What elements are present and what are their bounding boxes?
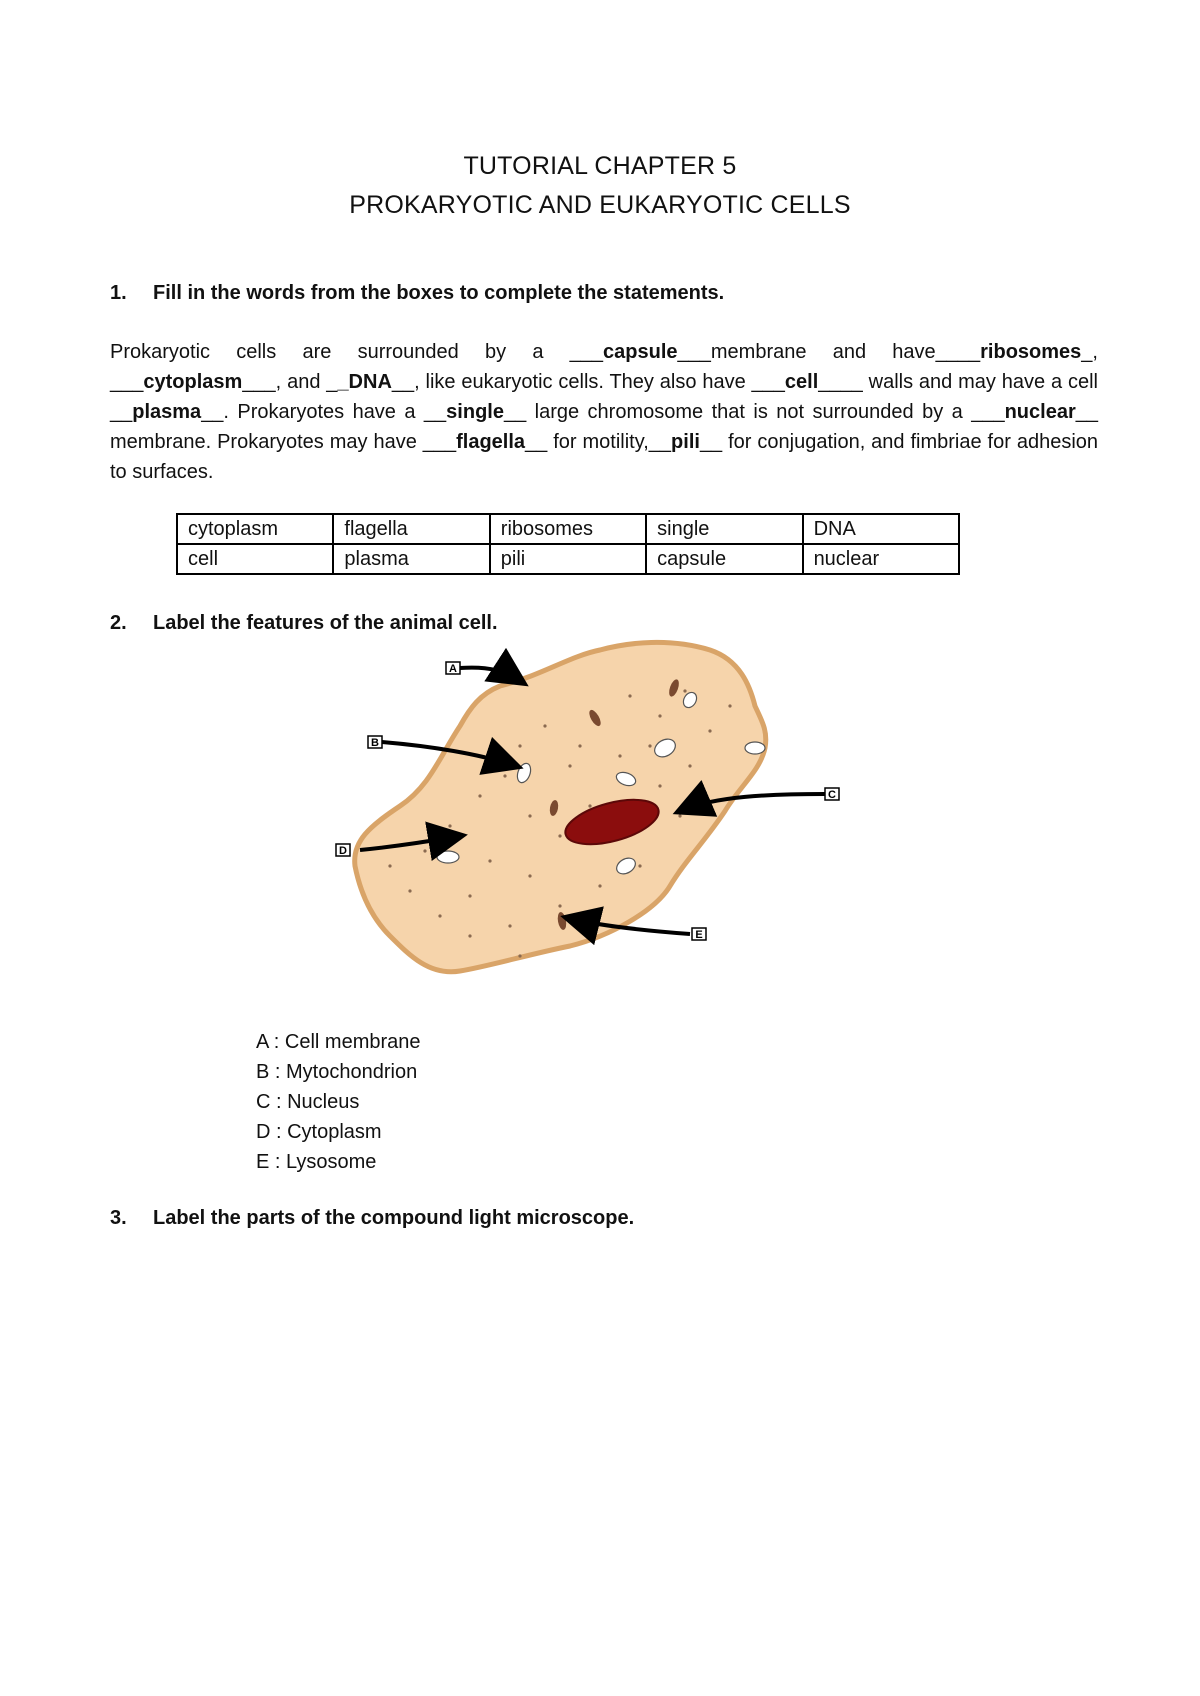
answer-word: cell: [784, 371, 819, 393]
paragraph-text: ____ walls and may have a cell __: [110, 371, 1098, 423]
word-cell: DNA: [803, 514, 959, 544]
figure-label-C: [825, 788, 839, 801]
answer-word: _DNA: [337, 371, 392, 393]
word-cell: capsule: [646, 544, 802, 574]
paragraph-text: _, ___: [110, 341, 1098, 393]
answer-word: pili: [671, 431, 700, 453]
page-subtitle: PROKARYOTIC AND EUKARYOTIC CELLS: [349, 191, 851, 219]
answer-word: capsule: [603, 341, 678, 363]
fill-in-paragraph: [110, 337, 1098, 487]
question-number: 2.: [110, 612, 127, 634]
paragraph-text: __ membrane. Prokaryotes may have ___: [110, 401, 1098, 453]
answer-item: E : Lysosome: [256, 1151, 377, 1173]
word-cell: single: [646, 514, 802, 544]
answer-item: A : Cell membrane: [256, 1031, 421, 1053]
table-row: [177, 544, 959, 574]
word-cell: plasma: [333, 544, 489, 574]
question-prompt: Label the parts of the compound light microscope.: [153, 1207, 635, 1229]
question-number: 1.: [110, 282, 127, 304]
question-prompt: Label the features of the animal cell.: [153, 612, 498, 634]
question-prompt: Fill in the words from the boxes to complete the statements.: [153, 282, 725, 304]
word-cell: ribosomes: [490, 514, 646, 544]
word-cell: flagella: [333, 514, 489, 544]
svg-text:C: C: [828, 789, 836, 801]
paragraph-text: __ large chromosome that is not surrounded by a ___: [503, 401, 1005, 423]
question-1: [110, 282, 724, 305]
table-row: [177, 514, 959, 544]
svg-text:D: D: [339, 845, 347, 857]
answer-word: nuclear: [1004, 401, 1076, 423]
word-cell: pili: [490, 544, 646, 574]
answer-word: flagella: [456, 431, 526, 453]
paragraph-text: __ for conjugation, and fimbriae for adhesion to surfaces.: [110, 431, 1099, 483]
paragraph-text: Prokaryotic cells are surrounded by a ___: [110, 341, 604, 363]
paragraph-text: ___membrane and have____: [677, 341, 981, 363]
svg-text:B: B: [371, 737, 379, 749]
svg-text:A: A: [449, 663, 457, 675]
paragraph-text: __ for motility,__: [525, 431, 672, 453]
figure-label-D: [336, 844, 350, 857]
svg-text:E: E: [695, 929, 703, 941]
animal-cell-diagram: [330, 636, 860, 990]
word-cell: nuclear: [803, 544, 959, 574]
question-2: [110, 612, 498, 635]
answer-item: B : Mytochondrion: [256, 1061, 418, 1083]
figure-label-E: [692, 928, 706, 941]
question-3: [110, 1207, 634, 1230]
question-number: 3.: [110, 1207, 127, 1229]
answer-word: cytoplasm: [143, 371, 243, 393]
word-cell: cytoplasm: [177, 514, 333, 544]
answer-word: ribosomes: [980, 341, 1082, 363]
word-box-table: [176, 513, 960, 575]
answer-item: D : Cytoplasm: [256, 1121, 382, 1143]
figure-label-A: [446, 662, 460, 675]
answer-word: single: [446, 401, 504, 423]
answer-list: [256, 1027, 421, 1177]
page-title: TUTORIAL CHAPTER 5: [463, 152, 737, 180]
word-cell: cell: [177, 544, 333, 574]
answer-word: plasma: [132, 401, 202, 423]
paragraph-text: __, like eukaryotic cells. They also have ___: [391, 371, 785, 393]
figure-label-B: [368, 736, 382, 749]
paragraph-text: __. Prokaryotes have a __: [201, 401, 447, 423]
paragraph-text: ___, and _: [242, 371, 338, 393]
answer-item: C : Nucleus: [256, 1091, 360, 1113]
